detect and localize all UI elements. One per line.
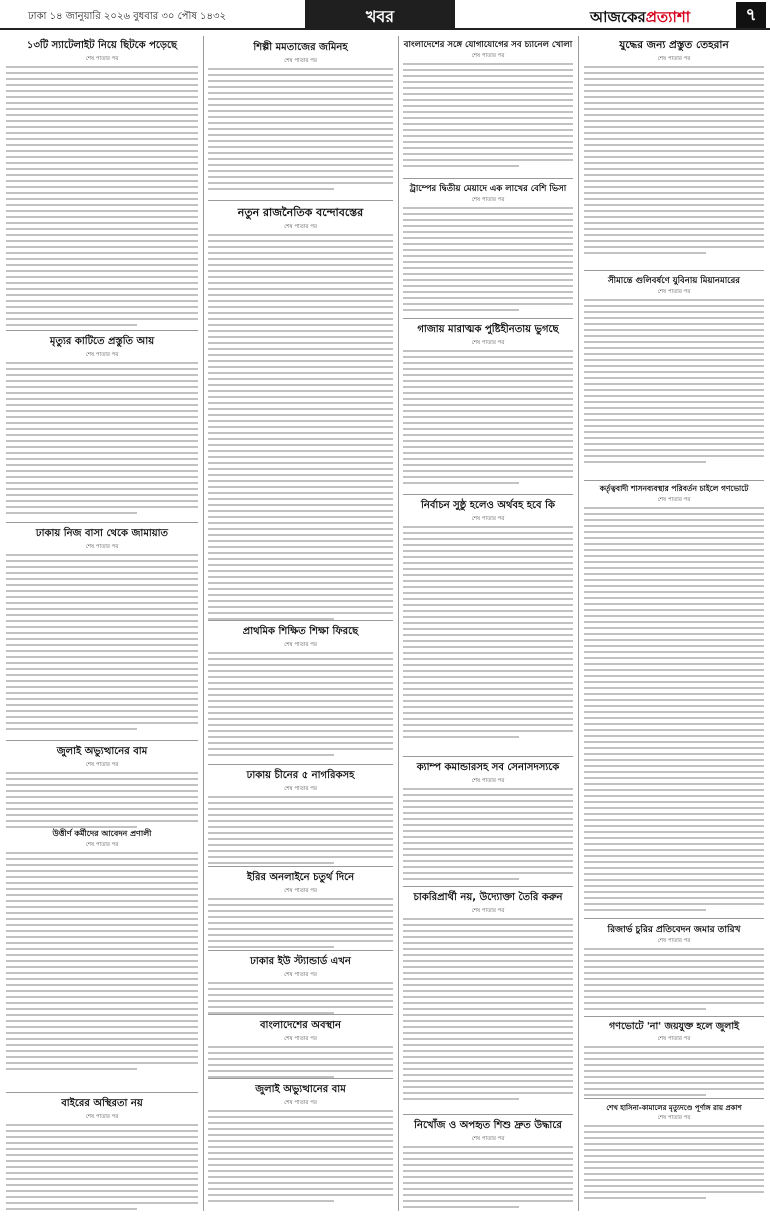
article (403, 38, 573, 176)
article-body (208, 796, 393, 864)
article-headline: জুলাই অভ্যুত্থানের বাম (56, 746, 148, 757)
continued-label: শেষ পাতার পর (471, 340, 505, 346)
continued-label: শেষ পাতার পর (657, 289, 691, 295)
article-divider (403, 886, 573, 887)
article-body (6, 554, 198, 730)
continued-label: শেষ পাতার পর (284, 786, 317, 792)
article (403, 322, 573, 492)
article-body (403, 526, 573, 738)
article-headline: নতুন রাজনৈতিক বন্দোবস্তের (237, 206, 364, 219)
article (403, 1118, 573, 1210)
article-body (403, 63, 573, 167)
article (6, 38, 198, 326)
article-divider (6, 740, 198, 741)
article-body (208, 898, 393, 948)
article (584, 274, 764, 478)
article-headline: ট্রাম্পের দ্বিতীয় মেয়াদে এক লাখের বেশি ভিসা (409, 184, 567, 194)
article-divider (208, 866, 393, 867)
article (584, 38, 764, 268)
continued-label: শেষ পাতার পর (471, 197, 505, 203)
article-body (584, 948, 764, 1010)
article (584, 1020, 764, 1096)
article-divider (584, 270, 764, 271)
article (208, 624, 393, 762)
article-body (208, 982, 393, 1014)
continued-label: শেষ পাতার পর (471, 53, 505, 59)
continued-label: শেষ পাতার পর (85, 1114, 119, 1120)
article-body (6, 852, 198, 1070)
article (6, 1096, 198, 1211)
article-divider (403, 178, 573, 179)
continued-label: শেষ পাতার পর (284, 58, 317, 64)
article-divider (208, 200, 393, 201)
article-body (403, 350, 573, 484)
article-body (584, 299, 764, 463)
continued-label: শেষ পাতার পর (657, 1115, 691, 1121)
article (6, 526, 198, 738)
article-divider (403, 318, 573, 319)
continued-label: শেষ পাতার পর (657, 497, 691, 503)
article (403, 760, 573, 884)
article (6, 334, 198, 520)
article-body (208, 652, 393, 756)
article-headline: গণভোটে 'না' জয়যুক্ত হলে জুলাই (608, 1021, 740, 1032)
article-body (6, 772, 198, 828)
article (584, 1102, 764, 1210)
continued-label: শেষ পাতার পর (85, 762, 119, 768)
continued-label: শেষ পাতার পর (657, 938, 691, 944)
article-body (403, 788, 573, 880)
article-headline: চাকরিপ্রার্থী নয়, উদ্যোক্তা তৈরি করুন (413, 892, 563, 903)
masthead (0, 0, 770, 30)
continued-label: শেষ পাতার পর (85, 842, 119, 848)
continued-label: শেষ পাতার পর (657, 56, 691, 62)
continued-label: শেষ পাতার পর (471, 516, 505, 522)
article (208, 40, 393, 198)
article (6, 744, 198, 826)
section-banner (305, 0, 455, 30)
article (208, 954, 393, 1012)
article-headline: নিখোঁজ ও অপহৃত শিশু দ্রুত উদ্ধারে (414, 1120, 562, 1131)
article (6, 828, 198, 1090)
article-body (584, 1046, 764, 1096)
section-label: খবর (365, 7, 395, 26)
article (403, 890, 573, 1112)
article (208, 1018, 393, 1076)
column-rule (578, 36, 579, 1211)
article-headline: মৃত্যুর কাটিতে প্রস্তুতি আয় (49, 336, 155, 347)
article-divider (208, 950, 393, 951)
article-body (403, 1146, 573, 1208)
article-headline: যুদ্ধের জন্য প্রস্তুত তেহরান (619, 39, 729, 51)
article-headline: বাংলাদেশের সঙ্গে যোগাযোগের সব চ্যানেল খোলা (403, 40, 573, 50)
article-body (208, 68, 393, 190)
article-body (208, 1110, 393, 1202)
article-body (6, 1124, 198, 1210)
article-body (584, 1125, 764, 1199)
article-headline: ঢাকার ইউ স্ট্যান্ডার্ড এখন (250, 956, 351, 967)
article-divider (584, 1016, 764, 1017)
article-headline: সীমান্তে গুলিবর্ষণে যুবিনায় মিয়ানমারের (608, 276, 740, 286)
continued-label: শেষ পাতার পর (657, 1036, 691, 1042)
article-headline: বাইরের অস্থিরতা নয় (61, 1098, 143, 1109)
article-headline: নির্বাচন সুষ্ঠু হলেও অর্থবহ হবে কি (421, 500, 555, 511)
continued-label: শেষ পাতার পর (284, 888, 317, 894)
article (403, 182, 573, 316)
article-body (6, 362, 198, 514)
date-line: ঢাকা ১৪ জানুয়ারি ২০২৬ বুধবার ৩০ পৌষ ১৪৩২ (28, 11, 226, 22)
article-divider (584, 480, 764, 481)
article-body (6, 66, 198, 326)
article-divider (6, 330, 198, 331)
logo-main: আজকের (590, 8, 646, 26)
article-body (403, 207, 573, 311)
article-divider (208, 1078, 393, 1079)
continued-label: শেষ পাতার পর (471, 778, 505, 784)
page-number: ৭ (736, 2, 766, 28)
article-headline: প্রাথমিক শিক্ষিত শিক্ষা ফিরছে (242, 626, 359, 637)
newspaper-logo (590, 6, 690, 31)
article-divider (6, 522, 198, 523)
article (208, 1082, 393, 1210)
article (208, 870, 393, 948)
continued-label: শেষ পাতার পর (85, 352, 119, 358)
article-body (403, 918, 573, 1100)
article-divider (208, 764, 393, 765)
article-divider (403, 494, 573, 495)
article (403, 498, 573, 754)
article-divider (6, 1092, 198, 1093)
article-headline: কর্তৃত্ববাদী শাসনব্যবস্থার পরিবর্তন চাইলে গণভোটে (599, 484, 749, 493)
article-divider (208, 620, 393, 621)
column-rule (398, 36, 399, 1211)
continued-label: শেষ পাতার পর (85, 56, 119, 62)
article (208, 768, 393, 864)
article-divider (584, 1098, 764, 1099)
article-headline: বাংলাদেশের অবস্থান (259, 1020, 342, 1031)
article-divider (403, 756, 573, 757)
article-headline: ইরির অনলাইনে চতুর্থ দিনে (246, 872, 355, 883)
continued-label: শেষ পাতার পর (471, 908, 505, 914)
continued-label: শেষ পাতার পর (85, 544, 119, 550)
article-body (208, 234, 393, 620)
article (208, 204, 393, 618)
continued-label: শেষ পাতার পর (284, 642, 317, 648)
article-divider (584, 918, 764, 919)
article-headline: ঢাকায় নিজ বাসা থেকে জামায়াত (35, 528, 169, 539)
article-headline: গাজায় মারাত্মক পুষ্টিহীনতায় ভুগছে (417, 324, 559, 335)
article-headline: ১৩টি স্যাটেলাইট নিয়ে ছিটকে পড়েছে (26, 40, 178, 51)
article-body (208, 1046, 393, 1078)
continued-label: শেষ পাতার পর (284, 224, 317, 230)
article-headline: শেখ হাসিনা-কামালের মৃত্যুদণ্ডে পূর্ণাঙ্গ রায় প্রকাশ (606, 1104, 742, 1112)
article-headline: উত্তীর্ণ কর্মীদের আবেদন প্রণালী (52, 829, 152, 838)
article-body (584, 507, 764, 911)
article-divider (403, 1114, 573, 1115)
article-divider (208, 1014, 393, 1015)
article-headline: রিজার্ভ চুরির প্রতিবেদন জমার তারিখ (607, 925, 741, 935)
article-headline: ক্যাম্প কমান্ডারসহ সব সেনাসদস্যকে (416, 762, 560, 773)
column-rule (203, 36, 204, 1211)
continued-label: শেষ পাতার পর (284, 1100, 317, 1106)
article (584, 484, 764, 916)
article-headline: ঢাকায় চীনের ৫ নাগরিকসহ (246, 770, 355, 781)
article-body (584, 66, 764, 254)
article-headline: শিল্পী মমতাজের জমিনহ (253, 42, 348, 53)
logo-accent: প্রত্যাশা (645, 8, 691, 26)
continued-label: শেষ পাতার পর (471, 1136, 505, 1142)
continued-label: শেষ পাতার পর (284, 1036, 317, 1042)
continued-label: শেষ পাতার পর (284, 972, 317, 978)
article-headline: জুলাই অভ্যুত্থানের বাম (255, 1084, 346, 1095)
article (584, 922, 764, 1014)
